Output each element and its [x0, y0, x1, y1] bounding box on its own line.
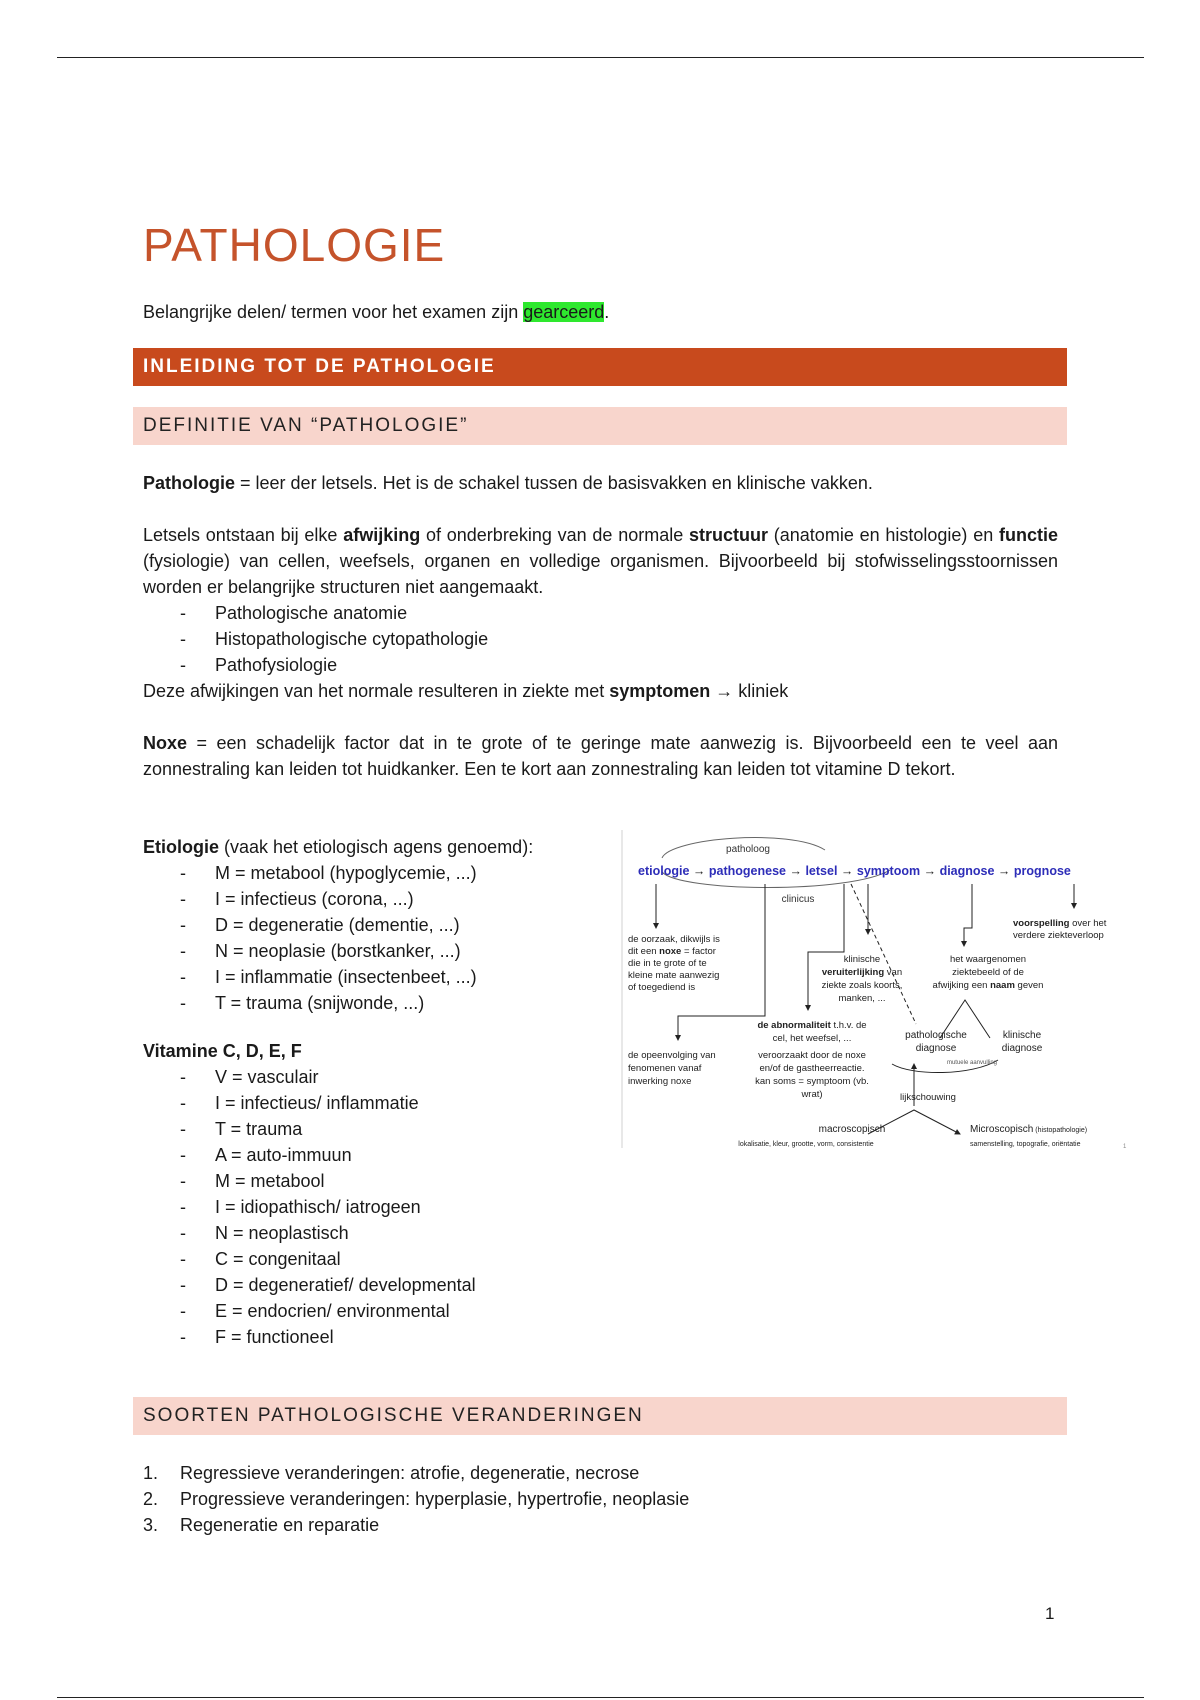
chain-arrow-icon: →: [997, 864, 1011, 878]
list-item-text: Regressieve veranderingen: atrofie, degeneratie, necrose: [180, 1463, 640, 1483]
klinische-block: [822, 954, 903, 1004]
abnormaliteit-text: t.h.v. de: [830, 1020, 867, 1031]
list-item: - E = endocrien/ environmental: [177, 1298, 476, 1324]
waargenomen-text: geven: [1014, 980, 1044, 991]
abnormaliteit-bold: de abnormaliteit: [757, 1020, 831, 1031]
list-item: - C = congenitaal: [177, 1246, 476, 1272]
chain-arrow-icon: →: [923, 864, 937, 878]
patholoog-label: patholoog: [726, 844, 770, 855]
list-item: - T = trauma (snijwonde, ...): [177, 990, 477, 1016]
voorspelling-bold: voorspelling: [1013, 918, 1070, 929]
klinische-line: manken, ...: [838, 993, 886, 1004]
list-item: - N = neoplastisch: [177, 1220, 476, 1246]
list-number: 3.: [143, 1515, 159, 1535]
intro-lead: Belangrijke delen/ termen voor het examen zijn: [143, 302, 524, 322]
list-item: - D = degeneratief/ developmental: [177, 1272, 476, 1298]
list-item-text: Regeneratie en reparatie: [180, 1515, 380, 1535]
oorzaak-text: dit een: [628, 946, 660, 957]
waargenomen-naam: naam: [990, 980, 1015, 991]
list-item-text: Progressieve veranderingen: hyperplasie, hypertrofie, neoplasie: [180, 1489, 690, 1509]
chain-pathogenese: pathogenese: [708, 864, 786, 878]
micro-paren: (histopathologie): [1033, 1127, 1088, 1134]
oorzaak-line: of toegediend is: [628, 982, 696, 993]
opeenvolging-line: de opeenvolging van: [628, 1050, 716, 1061]
abnormaliteit-line: veroorzaakt door de noxe: [758, 1050, 866, 1061]
oorzaak-line: [628, 946, 716, 957]
section-definitie: DEFINITIE VAN “PATHOLOGIE”: [133, 407, 1067, 445]
oorzaak-noxe: noxe: [659, 946, 682, 957]
list-item: - A = auto-immuun: [177, 1142, 476, 1168]
macro-sub: lokalisatie, kleur, grootte, vorm, consistentie: [738, 1141, 874, 1148]
top-rule: [57, 57, 1144, 58]
klin-diag-line: klinische: [1002, 1030, 1042, 1041]
micro-title: Microscopisch: [970, 1124, 1034, 1135]
list-item: [143, 1486, 689, 1512]
clinicus-label: clinicus: [781, 894, 815, 905]
paragraph-symptomen: [143, 678, 1058, 704]
vitamine-list: [177, 1064, 476, 1350]
term-pathologie: Pathologie: [143, 473, 236, 493]
list-item: - M = metabool (hypoglycemie, ...): [177, 860, 477, 886]
list-item: - M = metabool: [177, 1168, 476, 1194]
term-structuur: structuur: [689, 525, 769, 545]
abnormaliteit-line: [757, 1020, 866, 1031]
patho-diag-line: diagnose: [915, 1043, 957, 1054]
letsel-types-list: [177, 600, 488, 678]
page-title: PATHOLOGIE: [143, 219, 446, 271]
klinische-line: [822, 967, 902, 978]
list-item: - V = vasculair: [177, 1064, 476, 1090]
klinische-bold: veruiterlijking: [821, 967, 885, 978]
oorzaak-line: die in te grote of te: [628, 958, 707, 969]
lijkschouwing-label: lijkschouwing: [900, 1092, 956, 1103]
micro-label: [970, 1124, 1087, 1135]
micro-sub: samenstelling, topografie, oriëntatie: [970, 1141, 1081, 1148]
diagram-connectors: [656, 884, 1074, 1134]
list-item: - Pathofysiologie: [177, 652, 488, 678]
diagram-svg: [620, 828, 1135, 1153]
vitamine-heading: [143, 1038, 302, 1064]
abnormaliteit-line: kan soms = symptoom (vb.: [755, 1076, 869, 1087]
list-item: [143, 1460, 689, 1486]
intro-highlight: gearceerd: [523, 302, 605, 322]
term-functie: functie: [999, 525, 1059, 545]
abnormaliteit-line: en/of de gastheerreactie.: [759, 1063, 865, 1074]
term-afwijking: afwijking: [343, 525, 421, 545]
klinische-line: klinische: [843, 954, 881, 965]
waargenomen-text: afwijking een: [932, 980, 991, 991]
chain-diagnose: diagnose: [939, 864, 995, 878]
oorzaak-block: [628, 934, 720, 993]
vitamine-title: Vitamine C, D, E, F: [143, 1041, 302, 1061]
abnormaliteit-line: wrat): [801, 1089, 823, 1100]
voorspelling-rest: over het: [1069, 918, 1107, 929]
mutuele-label: mutuele aanvulling: [946, 1060, 998, 1066]
p2-text-1: Letsels ontstaan bij elke: [143, 525, 344, 545]
chain-letsel: letsel: [805, 864, 838, 878]
list-item: - D = degeneratie (dementie, ...): [177, 912, 477, 938]
list-item: - I = inflammatie (insectenbeet, ...): [177, 964, 477, 990]
macro-label: macroscopisch: [818, 1124, 886, 1135]
etiologie-heading: [143, 834, 533, 860]
p4-text: = een schadelijk factor dat in te grote of te geringe mate aanwezig is. Bijvoorbeeld een te veel aan zonnestraling kan leiden tot huidkanker. Een te kort aan zonnestraling kan leiden tot vitamine D tekort.: [143, 733, 1058, 779]
intro-text: [143, 302, 609, 323]
p2-text-4: (fysiologie) van cellen, weefsels, organen en volledige organismen. Bijvoorbeeld bij stofwisselingsstoornissen worden er belangrijke structuren niet aangemaakt.: [143, 551, 1058, 597]
list-item: - N = neoplasie (borstkanker, ...): [177, 938, 477, 964]
diagram-chain: [638, 864, 1071, 878]
chain-arrow-icon: →: [840, 864, 854, 878]
p3-text-2: → kliniek: [710, 681, 789, 701]
opeenvolging-line: inwerking noxe: [628, 1076, 692, 1087]
waargenomen-line: [933, 980, 1044, 991]
intro-end: .: [604, 302, 610, 322]
oorzaak-line: de oorzaak, dikwijls is: [628, 934, 720, 945]
etiologie-desc: (vaak het etiologisch agens genoemd):: [219, 837, 534, 857]
term-etiologie: Etiologie: [143, 837, 219, 857]
opeenvolging-block: [628, 1050, 716, 1087]
list-item: - T = trauma: [177, 1116, 476, 1142]
list-item: - Histopathologische cytopathologie: [177, 626, 488, 652]
chain-arrow-icon: →: [692, 864, 706, 878]
bottom-rule: [57, 1697, 1144, 1698]
opeenvolging-line: fenomenen vanaf: [628, 1063, 702, 1074]
p2-text-2: of onderbreking van de normale: [420, 525, 689, 545]
p3-text-1: Deze afwijkingen van het normale resulteren in ziekte met: [143, 681, 610, 701]
abnormaliteit-block: [755, 1020, 869, 1100]
paragraph-noxe: [143, 730, 1058, 782]
term-symptomen: symptomen: [609, 681, 711, 701]
voorspelling-text: [1013, 918, 1107, 929]
klinische-text: van: [884, 967, 903, 978]
section-soorten: SOORTEN PATHOLOGISCHE VERANDERINGEN: [133, 1397, 1067, 1435]
list-item: - I = infectieus (corona, ...): [177, 886, 477, 912]
list-item: - I = idiopathisch/ iatrogeen: [177, 1194, 476, 1220]
waargenomen-line: het waargenomen: [949, 954, 1027, 965]
patho-diag-line: pathologische: [905, 1030, 967, 1041]
klin-diag-line: diagnose: [1001, 1043, 1043, 1054]
pathology-flow-diagram: [620, 828, 1135, 1153]
list-item: [143, 1512, 689, 1538]
list-item: - Pathologische anatomie: [177, 600, 488, 626]
waargenomen-line: ziektebeeld of de: [952, 967, 1024, 978]
diagram-corner-number: 1: [1123, 1144, 1127, 1150]
list-item: - F = functioneel: [177, 1324, 476, 1350]
term-noxe: Noxe: [143, 733, 188, 753]
waargenomen-block: [933, 954, 1044, 991]
chain-etiologie: etiologie: [638, 864, 690, 878]
list-item: - I = infectieus/ inflammatie: [177, 1090, 476, 1116]
oorzaak-line: kleine mate aanwezig: [628, 970, 720, 981]
page-number: 1: [1045, 1604, 1055, 1623]
abnormaliteit-line: cel, het weefsel, ...: [772, 1033, 852, 1044]
list-number: 2.: [143, 1489, 159, 1509]
diagnose-block: [905, 1030, 1043, 1066]
p1-text: = leer der letsels. Het is de schakel tussen de basisvakken en klinische vakken.: [235, 473, 873, 493]
oorzaak-text: = factor: [681, 946, 716, 957]
chain-symptoom: symptoom: [856, 864, 921, 878]
p2-text-3: (anatomie en histologie) en: [768, 525, 999, 545]
klinische-line: ziekte zoals koorts,: [821, 980, 903, 991]
list-number: 1.: [143, 1463, 159, 1483]
paragraph-pathologie: [143, 470, 1058, 496]
etiologie-list: [177, 860, 477, 1016]
voorspelling-line2: verdere ziekteverloop: [1013, 930, 1104, 941]
chain-arrow-icon: →: [789, 864, 802, 878]
soorten-list: [143, 1460, 689, 1538]
chain-prognose: prognose: [1013, 864, 1071, 878]
paragraph-letsels: [143, 522, 1058, 600]
section-inleiding: INLEIDING TOT DE PATHOLOGIE: [133, 348, 1067, 386]
